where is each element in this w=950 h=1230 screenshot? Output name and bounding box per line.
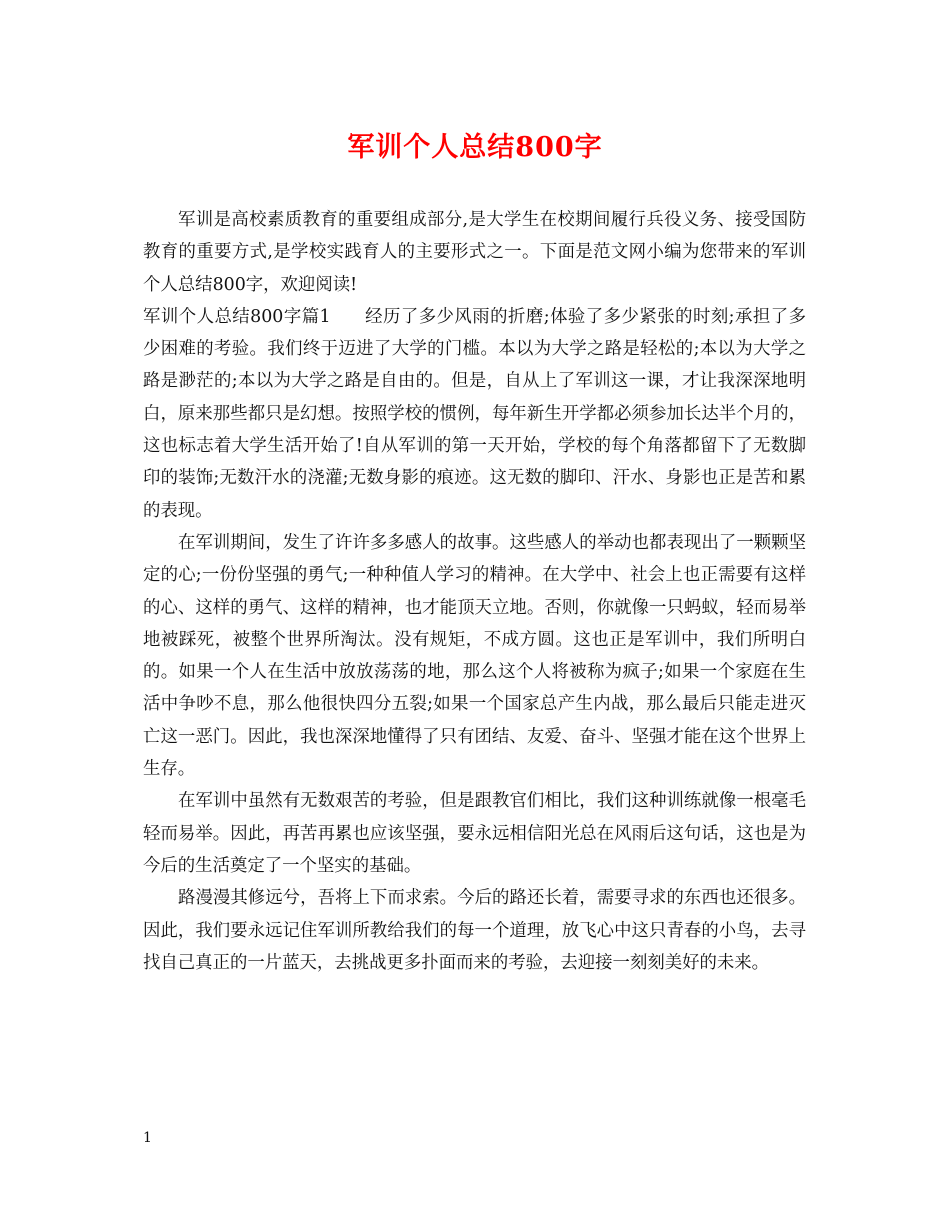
body-paragraph-2: 在军训中虽然有无数艰苦的考验，但是跟教官们相比，我们这种训练就像一根毫毛轻而易举。因此，再苦再累也应该坚强，要永远相信阳光总在风雨后这句话，这也是为今后的生活奠定了一个坚实的基础。 [143, 791, 806, 876]
section-heading: 军训个人总结800字篇1 [143, 306, 331, 327]
body-paragraph-3: 路漫漫其修远兮，吾将上下而求索。今后的路还长着，需要寻求的东西也还很多。因此，我们要永远记住军训所教给我们的每一个道理，放飞心中这只青春的小鸟，去寻找自己真正的一片蓝天，去挑战更多扑面而来的考验，去迎接一刻刻美好的未来。 [143, 888, 806, 973]
section-first-paragraph: 经历了多少风雨的折磨;体验了多少紧张的时刻;承担了多少困难的考验。我们终于迈进了大学的门槛。本以为大学之路是轻松的;本以为大学之路是渺茫的;本以为大学之路是自由的。但是，自从上了军训这一课，才让我深深地明白，原来那些都只是幻想。按照学校的惯例，每年新生开学都必须参加长达半个月的，这也标志着大学生活开始了!自从军训的第一天开始，学校的每个角落都留下了无数脚印的装饰;无数汗水的浇灌;无数身影的痕迹。这无数的脚印、汗水、身影也正是苦和累的表现。 [143, 306, 806, 521]
page-number: 1 [143, 1130, 152, 1146]
intro-paragraph: 军训是高校素质教育的重要组成部分,是大学生在校期间履行兵役义务、接受国防教育的重要方式,是学校实践育人的主要形式之一。下面是范文网小编为您带来的军训个人总结800字，欢迎阅读! [143, 210, 806, 295]
body-paragraph-1: 在军训期间，发生了许许多多感人的故事。这些感人的举动也都表现出了一颗颗坚定的心;一份份坚强的勇气;一种种值人学习的精神。在大学中、社会上也正需要有这样的心、这样的勇气、这样的精神，也才能顶天立地。否则，你就像一只蚂蚁，轻而易举地被踩死，被整个世界所淘汰。没有规矩，不成方圆。这也正是军训中，我们所明白的。如果一个人在生活中放放荡荡的地，那么这个人将被称为疯子;如果一个家庭在生活中争吵不息，那么他很快四分五裂;如果一个国家总产生内战，那么最后只能走进灭亡这一恶门。因此，我也深深地懂得了只有团结、友爱、奋斗、坚强才能在这个世界上生存。 [143, 532, 806, 780]
document-title: 军训个人总结800字 [347, 132, 603, 163]
section-paragraph [143, 301, 806, 527]
document-body [143, 204, 806, 979]
